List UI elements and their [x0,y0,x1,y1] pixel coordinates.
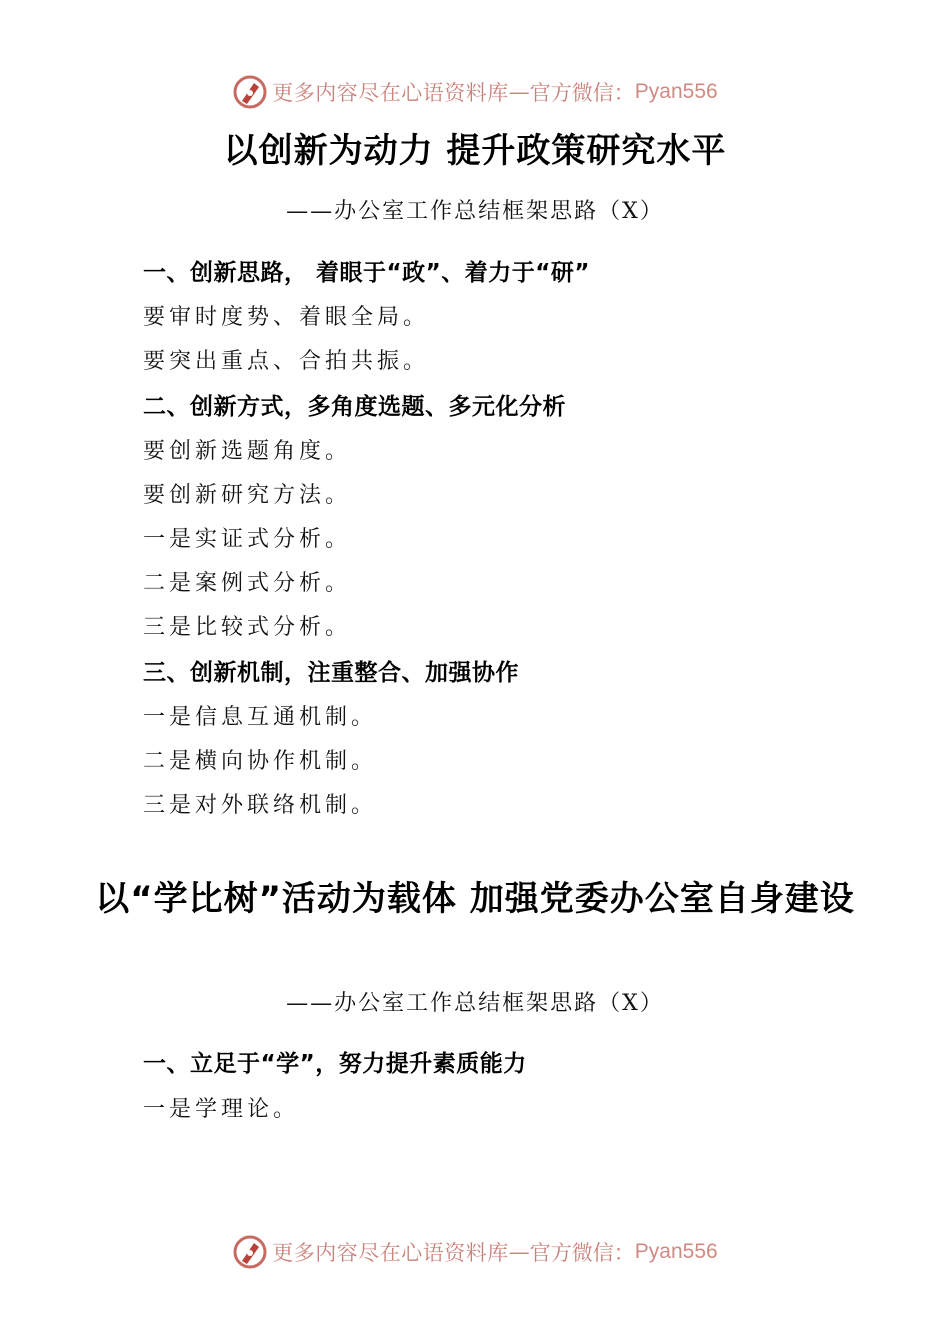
section1-h2-item: 二是案例式分析。 [143,571,352,596]
section1-heading-2: 二、创新方式，多角度选题、多元化分析 [143,394,566,420]
section1-h1-item: 要审时度势、着眼全局。 [143,305,430,330]
watermark-wechat-id: Pyan556 [634,1240,718,1263]
section1-h1-item: 要突出重点、合拍共振。 [143,349,430,374]
section1-h3-item: 三是对外联络机制。 [143,793,378,818]
watermark-banner-bottom [0,1230,950,1274]
watermark-wechat-id: Pyan556 [634,80,718,103]
section1-subtitle: ——办公室工作总结框架思路（X） [286,199,664,224]
section2-h1-item: 一是学理论。 [143,1097,300,1122]
section1-h3-item: 一是信息互通机制。 [143,705,378,730]
section1-h3-item: 二是横向协作机制。 [143,749,378,774]
section1-h2-item: 要创新研究方法。 [143,483,352,508]
section1-h2-item: 要创新选题角度。 [143,439,352,464]
section1-title: 以创新为动力 提升政策研究水平 [223,131,727,171]
section1-h2-item: 三是比较式分析。 [143,615,352,640]
watermark-text: 更多内容尽在心语资料库 [272,81,509,105]
watermark-text: 更多内容尽在心语资料库 [272,1241,509,1265]
section2-subtitle: ——办公室工作总结框架思路（X） [286,991,664,1016]
section1-h2-item: 一是实证式分析。 [143,527,352,552]
watermark-wechat-label: 官方微信： [529,1241,635,1265]
section1-heading-3: 三、创新机制，注重整合、加强协作 [143,660,519,686]
watermark-separator: — [508,1240,530,1264]
watermark-banner-top [0,70,950,114]
pen-nib-logo-icon [232,1234,268,1270]
pen-nib-logo-icon [232,74,268,110]
section2-heading-1: 一、立足于“学”，努力提升素质能力 [143,1051,527,1077]
watermark-separator: — [508,80,530,104]
section2-title: 以“学比树”活动为载体 加强党委办公室自身建设 [95,879,855,919]
section1-heading-1: 一、创新思路， 着眼于“政”、着力于“研” [143,260,590,286]
watermark-wechat-label: 官方微信： [529,81,635,105]
